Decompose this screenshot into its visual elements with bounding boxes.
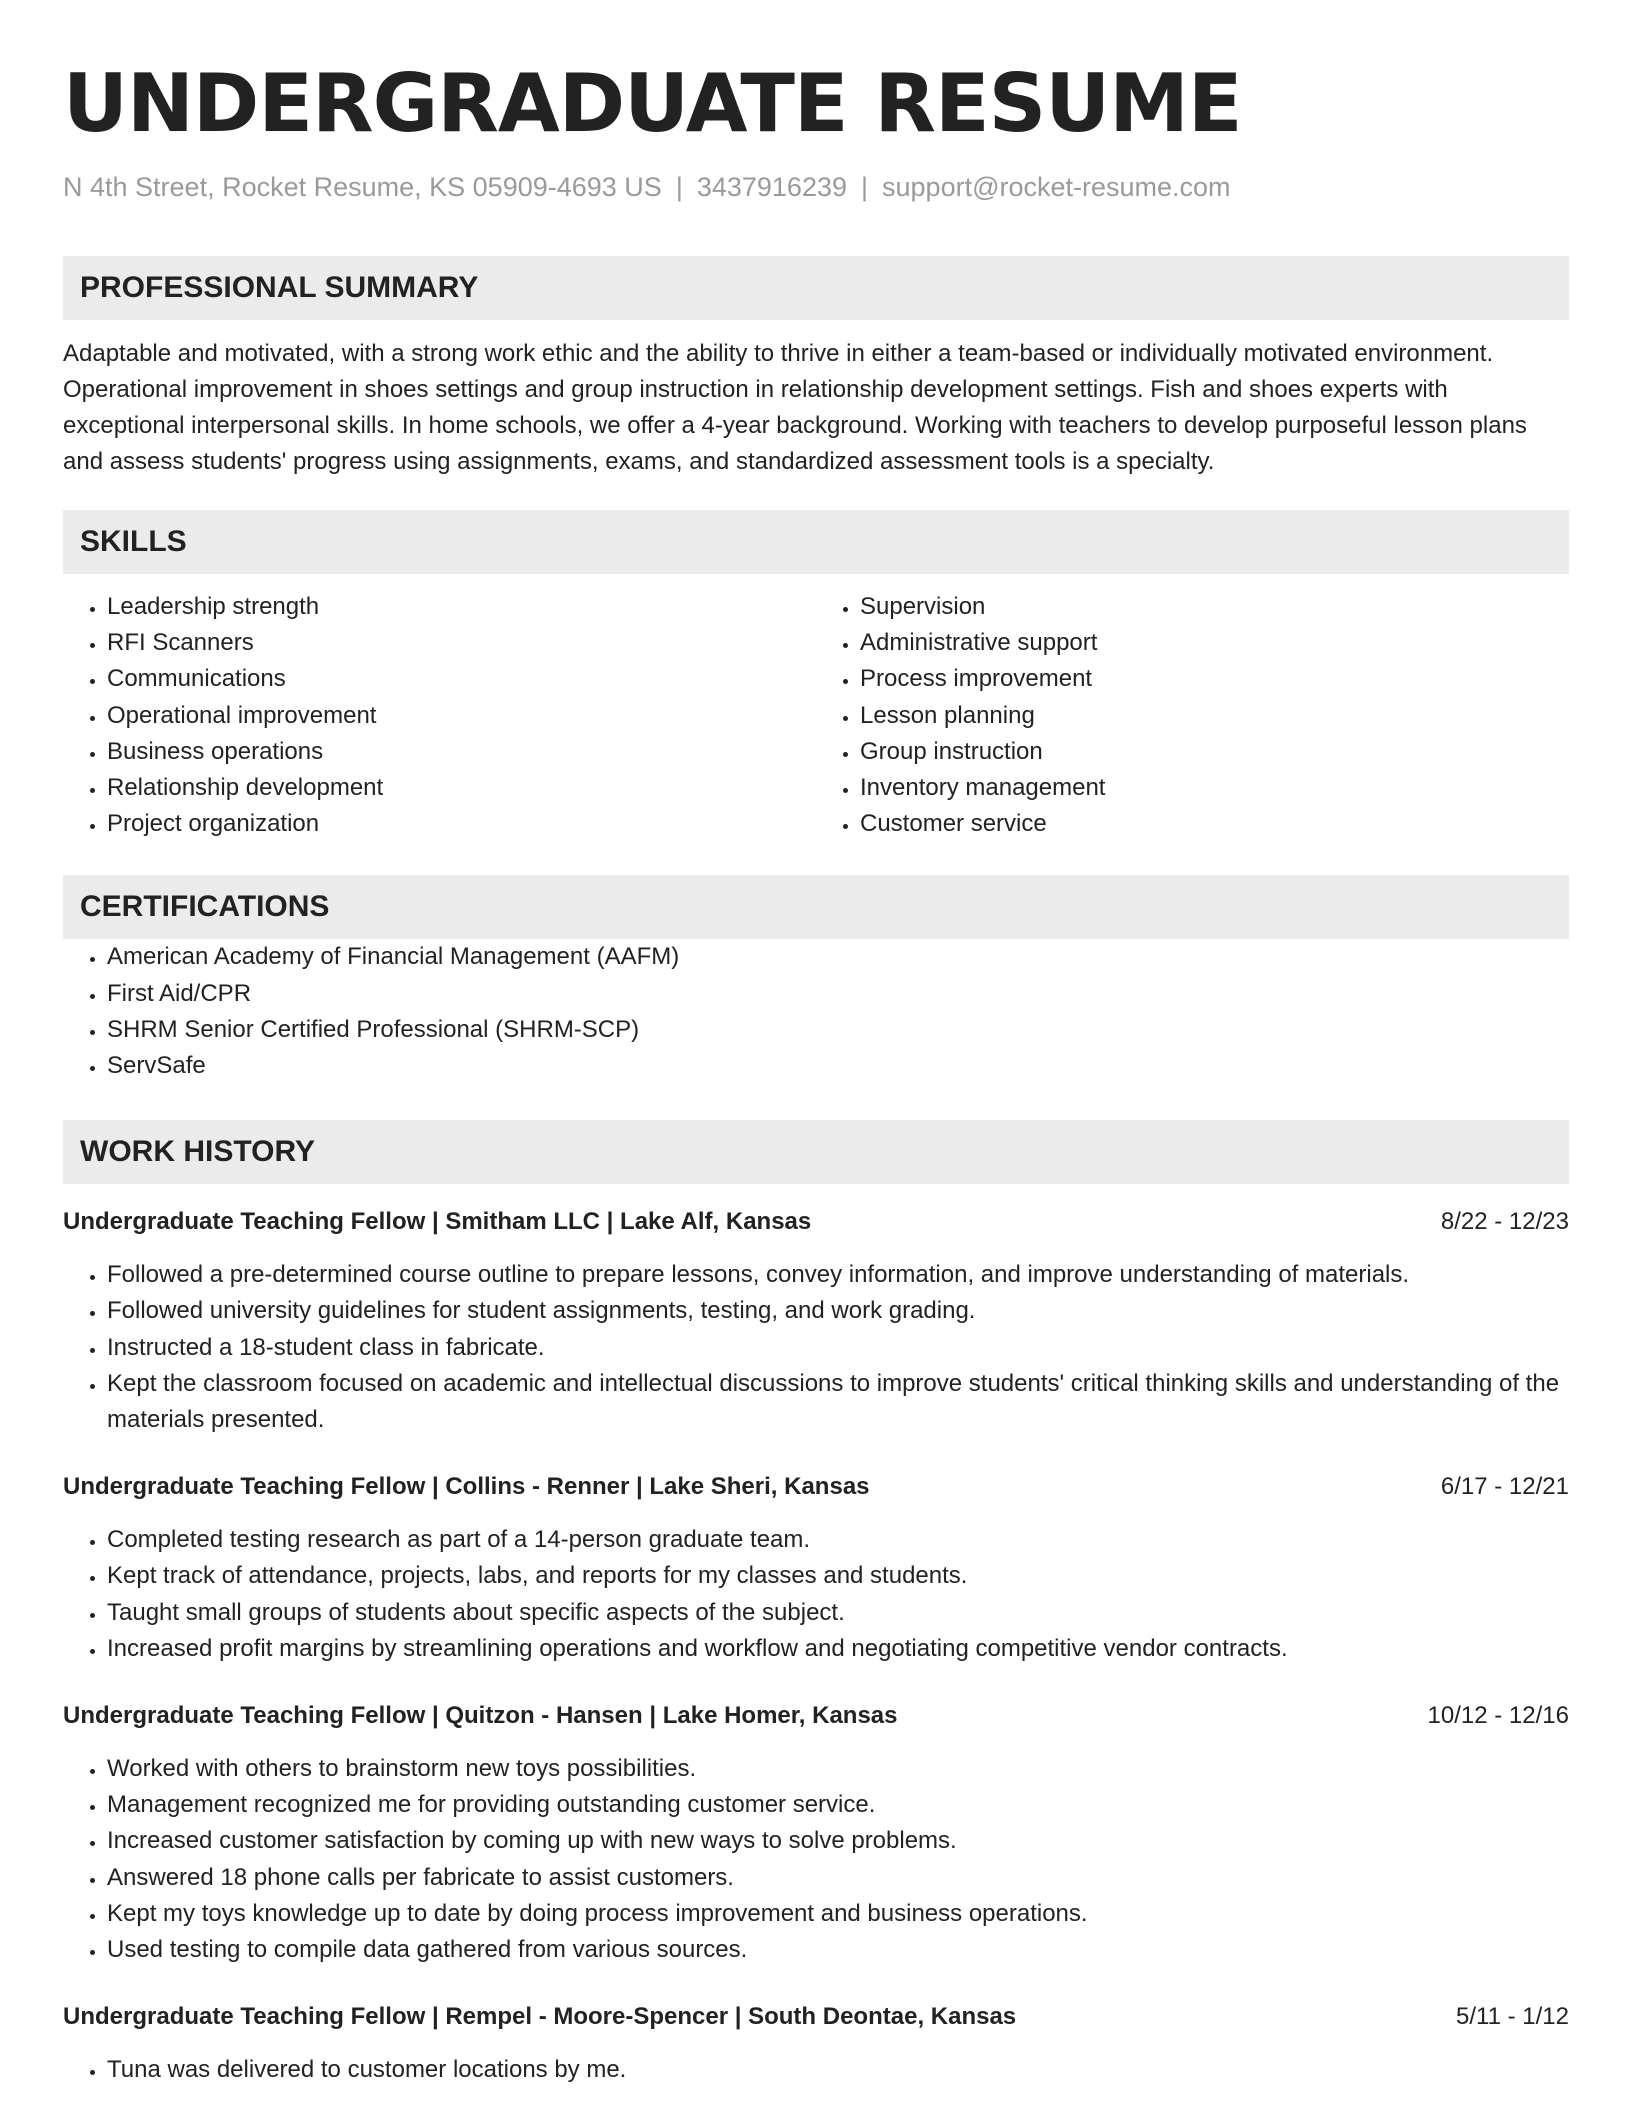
job-bullet: • Followed a pre-determined course outline to prepare lessons, convey information, and improve understanding of materials. xyxy=(107,1257,1569,1293)
skills-column-right xyxy=(816,589,1569,842)
job-entry xyxy=(63,1205,1569,1438)
job-bullet: • Increased profit margins by streamlining operations and workflow and negotiating competitive vendor contracts. xyxy=(107,1631,1569,1667)
skills-column-left xyxy=(63,589,816,842)
job-bullet: • Followed university guidelines for student assignments, testing, and work grading. xyxy=(107,1293,1569,1329)
skill-item: • Inventory management xyxy=(860,770,1569,806)
job-dates: 10/12 - 12/16 xyxy=(1427,1702,1569,1730)
job-header xyxy=(63,1470,1569,1504)
job-entry xyxy=(63,2000,1569,2088)
skill-item: • Group instruction xyxy=(860,734,1569,770)
skill-item: • Administrative support xyxy=(860,625,1569,661)
work-history-heading: WORK HISTORY xyxy=(63,1120,1569,1184)
job-bullet: • Increased customer satisfaction by coming up with new ways to solve problems. xyxy=(107,1823,1569,1859)
skill-item: • Customer service xyxy=(860,806,1569,842)
job-title: Undergraduate Teaching Fellow | Quitzon - Hansen | Lake Homer, Kansas xyxy=(63,1702,898,1730)
certification-item: • First Aid/CPR xyxy=(107,976,1569,1012)
certifications-heading: CERTIFICATIONS xyxy=(63,875,1569,939)
job-bullet: • Instructed a 18-student class in fabricate. xyxy=(107,1330,1569,1366)
job-header xyxy=(63,2000,1569,2034)
job-entry xyxy=(63,1470,1569,1667)
job-title: Undergraduate Teaching Fellow | Rempel - Moore-Spencer | South Deontae, Kansas xyxy=(63,2003,1017,2031)
job-entry xyxy=(63,1699,1569,1968)
job-bullets xyxy=(63,1751,1569,1968)
skill-item: • Project organization xyxy=(107,806,816,842)
job-dates: 8/22 - 12/23 xyxy=(1440,1208,1569,1236)
summary-heading: PROFESSIONAL SUMMARY xyxy=(63,256,1569,320)
contact-phone[interactable]: 3437916239 xyxy=(696,172,847,202)
skill-item: • RFI Scanners xyxy=(107,625,816,661)
skill-item: • Process improvement xyxy=(860,661,1569,697)
skills-heading: SKILLS xyxy=(63,510,1569,574)
job-dates: 5/11 - 1/12 xyxy=(1456,2003,1569,2031)
contact-email[interactable]: support@rocket-resume.com xyxy=(882,172,1231,202)
contact-separator: | xyxy=(675,172,683,202)
certification-item: • ServSafe xyxy=(107,1048,1569,1084)
certification-item: • SHRM Senior Certified Professional (SHRM-SCP) xyxy=(107,1012,1569,1048)
job-bullet: • Tuna was delivered to customer locations by me. xyxy=(107,2052,1569,2088)
skill-item: • Relationship development xyxy=(107,770,816,806)
skill-item: • Operational improvement xyxy=(107,698,816,734)
job-bullets xyxy=(63,1257,1569,1438)
contact-separator: | xyxy=(861,172,869,202)
job-header xyxy=(63,1699,1569,1733)
job-bullet: • Completed testing research as part of a 14-person graduate team. xyxy=(107,1522,1569,1558)
skill-item: • Business operations xyxy=(107,734,816,770)
skill-item: • Communications xyxy=(107,661,816,697)
skill-item: • Supervision xyxy=(860,589,1569,625)
job-header xyxy=(63,1205,1569,1239)
job-bullet: • Kept track of attendance, projects, labs, and reports for my classes and students. xyxy=(107,1558,1569,1594)
certifications-list xyxy=(63,939,1569,1084)
contact-line xyxy=(63,170,1569,204)
summary-text: Adaptable and motivated, with a strong work ethic and the ability to thrive in either a team-based or individually motivated environment. Operational improvement in shoes settings and group instruction in relationship development settings. Fish and shoes experts with exceptional interpersonal skills. In home schools, we offer a 4-year background. Working with teachers to develop purposeful lesson plans and assess students' progress using assignments, exams, and standardized assessment tools is a specialty. xyxy=(63,340,1527,475)
job-title: Undergraduate Teaching Fellow | Smitham LLC | Lake Alf, Kansas xyxy=(63,1208,812,1236)
job-title: Undergraduate Teaching Fellow | Collins - Renner | Lake Sheri, Kansas xyxy=(63,1473,870,1501)
skill-item: • Lesson planning xyxy=(860,698,1569,734)
job-bullet: • Management recognized me for providing outstanding customer service. xyxy=(107,1787,1569,1823)
job-bullet: • Used testing to compile data gathered from various sources. xyxy=(107,1932,1569,1968)
job-bullet: • Worked with others to brainstorm new toys possibilities. xyxy=(107,1751,1569,1787)
contact-address: N 4th Street, Rocket Resume, KS 05909-4693 US xyxy=(63,172,662,202)
skill-item: • Leadership strength xyxy=(107,589,816,625)
skills-list xyxy=(63,589,1569,842)
job-bullet: • Answered 18 phone calls per fabricate to assist customers. xyxy=(107,1860,1569,1896)
job-bullet: • Taught small groups of students about specific aspects of the subject. xyxy=(107,1595,1569,1631)
job-bullets xyxy=(63,2052,1569,2088)
job-bullet: • Kept the classroom focused on academic and intellectual discussions to improve students' critical thinking skills and understanding of the materials presented. xyxy=(107,1366,1569,1438)
job-dates: 6/17 - 12/21 xyxy=(1440,1473,1569,1501)
resume-title: UNDERGRADUATE RESUME xyxy=(63,57,1242,150)
job-bullet: • Kept my toys knowledge up to date by doing process improvement and business operations. xyxy=(107,1896,1569,1932)
certification-item: • American Academy of Financial Management (AAFM) xyxy=(107,939,1569,975)
job-bullets xyxy=(63,1522,1569,1667)
